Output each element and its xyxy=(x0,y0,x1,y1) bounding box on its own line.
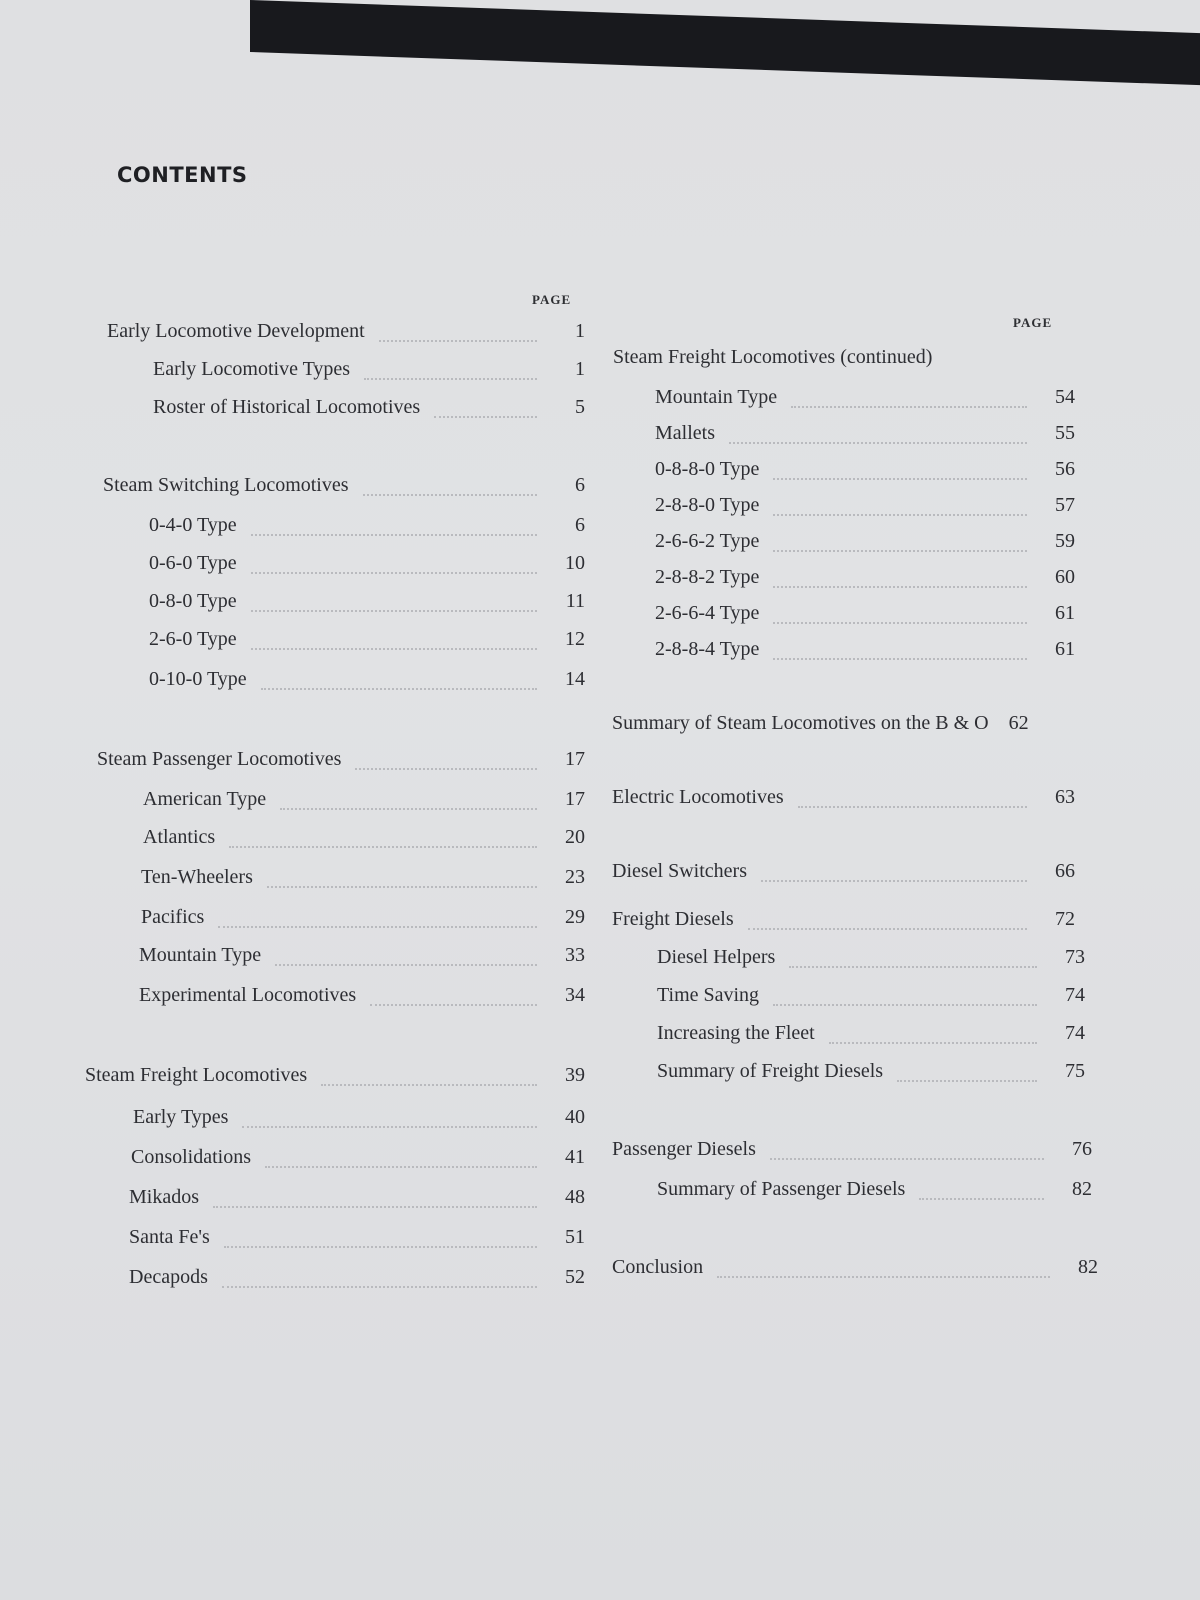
dot-leader xyxy=(729,441,1027,444)
toc-entry[interactable] xyxy=(141,866,585,896)
toc-entry[interactable] xyxy=(149,668,585,698)
dot-leader xyxy=(251,647,537,650)
toc-entry[interactable] xyxy=(149,514,585,544)
toc-entry-label: Decapods xyxy=(129,1266,208,1288)
toc-entry-label: Passenger Diesels xyxy=(612,1138,756,1160)
toc-entry[interactable] xyxy=(153,358,585,388)
toc-entry-label: 0-4-0 Type xyxy=(149,514,237,536)
toc-entry-page: 82 xyxy=(1072,1178,1092,1200)
dot-leader xyxy=(773,549,1027,552)
dot-leader xyxy=(261,687,537,690)
toc-entry-page: 48 xyxy=(565,1186,585,1208)
dot-leader xyxy=(434,415,537,418)
toc-entry-page: 54 xyxy=(1055,386,1075,408)
toc-entry[interactable] xyxy=(613,346,1053,376)
toc-entry-label: 0-10-0 Type xyxy=(149,668,247,690)
toc-entry[interactable] xyxy=(657,1022,1085,1052)
toc-entry-label: Summary of Freight Diesels xyxy=(657,1060,884,1082)
dot-leader xyxy=(213,1205,537,1208)
dot-leader xyxy=(265,1165,537,1168)
toc-entry-page: 75 xyxy=(1065,1060,1085,1082)
toc-entry-label: 2-8-8-2 Type xyxy=(655,566,760,588)
dot-leader xyxy=(770,1157,1044,1160)
toc-entry[interactable] xyxy=(657,946,1085,976)
toc-entry-label: Early Types xyxy=(133,1106,229,1128)
toc-entry-page: 51 xyxy=(565,1226,585,1248)
toc-entry-label: 2-6-6-4 Type xyxy=(655,602,760,624)
toc-entry-label: Atlantics xyxy=(143,826,216,848)
toc-entry[interactable] xyxy=(657,1178,1092,1208)
toc-entry-page: 63 xyxy=(1055,786,1075,808)
toc-entry[interactable] xyxy=(149,552,585,582)
dot-leader xyxy=(267,885,537,888)
toc-entry-page: 14 xyxy=(565,668,585,690)
toc-entry-page: 72 xyxy=(1055,908,1075,930)
toc-entry-page: 12 xyxy=(565,628,585,650)
toc-entry[interactable] xyxy=(153,396,585,426)
dot-leader xyxy=(280,807,537,810)
toc-entry-label: Time Saving xyxy=(657,984,760,1006)
toc-entry-label: Mallets xyxy=(655,422,715,444)
toc-entry-page: 73 xyxy=(1065,946,1085,968)
toc-entry-label: Mountain Type xyxy=(139,944,262,966)
toc-entry[interactable] xyxy=(149,628,585,658)
toc-entry-label: Santa Fe's xyxy=(129,1226,210,1248)
toc-entry[interactable] xyxy=(107,320,585,350)
toc-entry[interactable] xyxy=(143,826,585,856)
dot-leader xyxy=(370,1003,537,1006)
toc-entry-label: Summary of Steam Locomotives on the B & O xyxy=(612,712,989,734)
toc-entry-page: 17 xyxy=(565,748,585,770)
toc-entry[interactable] xyxy=(612,908,1075,938)
toc-entry-page: 20 xyxy=(565,826,585,848)
page-top-shadow xyxy=(250,0,1200,85)
toc-entry[interactable] xyxy=(655,422,1075,452)
toc-entry-label: American Type xyxy=(143,788,267,810)
toc-entry-label: Steam Switching Locomotives xyxy=(103,474,349,496)
toc-entry-page: 10 xyxy=(565,552,585,574)
toc-entry-label: 2-6-6-2 Type xyxy=(655,530,760,552)
toc-entry-label: 2-8-8-4 Type xyxy=(655,638,760,660)
dot-leader xyxy=(789,965,1037,968)
page-column-header: PAGE xyxy=(532,292,572,307)
toc-entry-page: 1 xyxy=(575,358,585,380)
toc-entry-label: 0-8-0 Type xyxy=(149,590,237,612)
dot-leader xyxy=(919,1197,1044,1200)
toc-entry-page: 57 xyxy=(1055,494,1075,516)
dot-leader xyxy=(773,657,1027,660)
toc-entry[interactable] xyxy=(612,712,1075,742)
toc-entry-page: 66 xyxy=(1055,860,1075,882)
dot-leader xyxy=(829,1041,1037,1044)
toc-entry-page: 56 xyxy=(1055,458,1075,480)
toc-entry[interactable] xyxy=(103,474,585,504)
dot-leader xyxy=(275,963,537,966)
toc-entry[interactable] xyxy=(655,638,1075,668)
dot-leader xyxy=(791,405,1027,408)
toc-entry-page: 6 xyxy=(575,514,585,536)
dot-leader xyxy=(897,1079,1037,1082)
dot-leader xyxy=(773,513,1027,516)
toc-entry-label: 0-8-8-0 Type xyxy=(655,458,760,480)
toc-entry-label: Diesel Helpers xyxy=(657,946,776,968)
toc-entry-label: 2-6-0 Type xyxy=(149,628,237,650)
toc-entry-label: Electric Locomotives xyxy=(612,786,784,808)
dot-leader xyxy=(717,1275,1050,1278)
dot-leader xyxy=(379,339,537,342)
toc-entry-page: 33 xyxy=(565,944,585,966)
toc-entry-page: 39 xyxy=(565,1064,585,1086)
dot-leader xyxy=(773,1003,1037,1006)
toc-entry-label: Diesel Switchers xyxy=(612,860,747,882)
dot-leader xyxy=(242,1125,537,1128)
dot-leader xyxy=(773,621,1027,624)
toc-entry[interactable] xyxy=(143,788,585,818)
toc-entry-page: 40 xyxy=(565,1106,585,1128)
toc-entry[interactable] xyxy=(612,786,1075,816)
toc-entry[interactable] xyxy=(612,1138,1092,1168)
dot-leader xyxy=(222,1285,537,1288)
dot-leader xyxy=(798,805,1027,808)
toc-entry[interactable] xyxy=(133,1106,585,1136)
toc-entry-label: Early Locomotive Types xyxy=(153,358,351,380)
toc-entry-label: Steam Freight Locomotives (continued) xyxy=(613,346,933,368)
page-column-header: PAGE xyxy=(1013,315,1053,330)
toc-entry-label: 2-8-8-0 Type xyxy=(655,494,760,516)
toc-entry-page: 23 xyxy=(565,866,585,888)
toc-entry-page: 62 xyxy=(1008,712,1029,734)
toc-entry[interactable] xyxy=(97,748,585,778)
toc-entry-page: 11 xyxy=(565,590,585,612)
toc-entry-label: Pacifics xyxy=(141,906,205,928)
toc-entry-label: Experimental Locomotives xyxy=(139,984,357,1006)
dot-leader xyxy=(251,609,537,612)
toc-entry-label: Early Locomotive Development xyxy=(107,320,365,342)
toc-entry-label: Freight Diesels xyxy=(612,908,734,930)
toc-entry[interactable] xyxy=(612,860,1075,890)
toc-entry[interactable] xyxy=(657,1060,1085,1090)
dot-leader xyxy=(251,571,537,574)
toc-entry-page: 74 xyxy=(1065,984,1085,1006)
toc-entry-page: 60 xyxy=(1055,566,1075,588)
toc-entry[interactable] xyxy=(139,984,585,1014)
dot-leader xyxy=(218,925,537,928)
toc-entry[interactable] xyxy=(85,1064,585,1094)
toc-entry-page: 74 xyxy=(1065,1022,1085,1044)
toc-entry[interactable] xyxy=(655,602,1075,632)
toc-entry[interactable] xyxy=(149,590,585,620)
toc-entry[interactable] xyxy=(612,1256,1098,1286)
toc-entry-label: Steam Passenger Locomotives xyxy=(97,748,342,770)
toc-entry-page: 41 xyxy=(565,1146,585,1168)
toc-entry[interactable] xyxy=(129,1226,585,1256)
dot-leader xyxy=(355,767,537,770)
toc-entry[interactable] xyxy=(657,984,1085,1014)
toc-entry-label: Consolidations xyxy=(131,1146,252,1168)
toc-entry-page: 17 xyxy=(565,788,585,810)
toc-entry-label: Summary of Passenger Diesels xyxy=(657,1178,906,1200)
toc-entry-page: 61 xyxy=(1055,638,1075,660)
toc-entry[interactable] xyxy=(129,1186,585,1216)
toc-entry[interactable] xyxy=(139,944,585,974)
toc-entry[interactable] xyxy=(655,386,1075,416)
toc-entry-page: 59 xyxy=(1055,530,1075,552)
dot-leader xyxy=(761,879,1027,882)
toc-entry-page: 82 xyxy=(1078,1256,1098,1278)
toc-entry[interactable] xyxy=(655,566,1075,596)
toc-entry-page: 52 xyxy=(565,1266,585,1288)
dot-leader xyxy=(229,845,537,848)
toc-entry[interactable] xyxy=(655,530,1075,560)
toc-entry-page: 34 xyxy=(565,984,585,1006)
toc-entry-label: Increasing the Fleet xyxy=(657,1022,815,1044)
dot-leader xyxy=(224,1245,537,1248)
toc-entry-label: Steam Freight Locomotives xyxy=(85,1064,308,1086)
toc-entry[interactable] xyxy=(655,458,1075,488)
toc-entry-page: 61 xyxy=(1055,602,1075,624)
toc-entry-label: 0-6-0 Type xyxy=(149,552,237,574)
toc-entry[interactable] xyxy=(129,1266,585,1296)
dot-leader xyxy=(321,1083,537,1086)
toc-entry-page: 5 xyxy=(575,396,585,418)
dot-leader xyxy=(748,927,1027,930)
dot-leader xyxy=(773,477,1027,480)
dot-leader xyxy=(773,585,1027,588)
toc-entry-label: Ten-Wheelers xyxy=(141,866,253,888)
toc-entry-page: 6 xyxy=(575,474,585,496)
toc-entry-page: 55 xyxy=(1055,422,1075,444)
toc-entry[interactable] xyxy=(655,494,1075,524)
toc-entry-label: Mountain Type xyxy=(655,386,778,408)
toc-entry-page: 29 xyxy=(565,906,585,928)
dot-leader xyxy=(251,533,537,536)
toc-entry[interactable] xyxy=(141,906,585,936)
toc-entry-page: 76 xyxy=(1072,1138,1092,1160)
toc-entry[interactable] xyxy=(131,1146,585,1176)
contents-title: CONTENTS xyxy=(117,163,248,187)
toc-entry-label: Roster of Historical Locomotives xyxy=(153,396,421,418)
toc-entry-page: 1 xyxy=(575,320,585,342)
dot-leader xyxy=(363,493,537,496)
toc-entry-label: Mikados xyxy=(129,1186,199,1208)
toc-entry-label: Conclusion xyxy=(612,1256,704,1278)
dot-leader xyxy=(364,377,537,380)
